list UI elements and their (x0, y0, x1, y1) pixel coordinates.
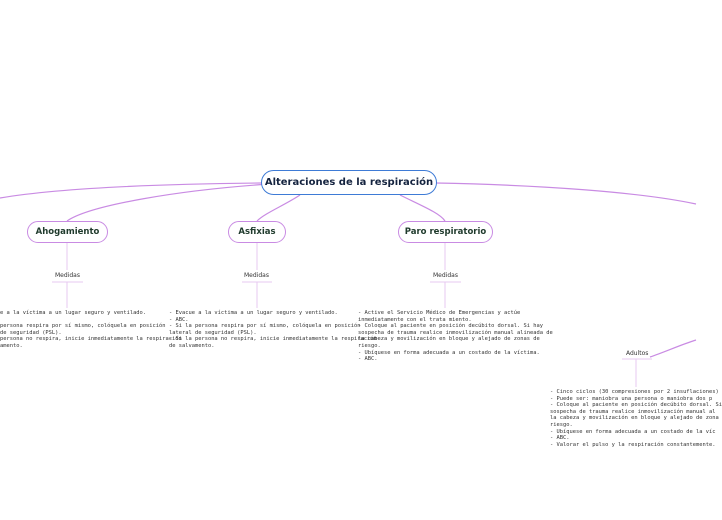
connector-root-paro (400, 195, 445, 221)
root-topic-label: Alteraciones de la respiración (264, 177, 434, 188)
subtopic-ahogamiento-medidas[interactable]: Medidas (55, 272, 80, 279)
connector-root-ahogamiento (67, 184, 270, 221)
connector-root-right-offscreen (436, 183, 696, 204)
connector-root-left-offscreen (0, 183, 262, 198)
subtopic-adultos[interactable]: Adultos (626, 350, 649, 357)
note-asfixias-medidas[interactable]: - Evacue a la víctima a un lugar seguro y ventilado. - ABC. - Si la persona respira por sí mismo, colóquela en posición lateral de seguridad (PSL). - Si la persona no respira, inicie inmediatamente la respiración de salvamento. (169, 310, 377, 349)
note-paro-medidas[interactable]: - Active el Servicio Médico de Emergencias y actúe inmediatamente con el trata miento. - Coloque al paciente en posición decúbito dorsal. Si hay sospecha de trauma realice inmovilización manual alineada de la cabeza y movilización en bloque y alejado de zonas de riesgo. - Ubíquese en forma adecuada a un costado de la víctima. - ABC. (358, 310, 553, 363)
topic-asfixias-label: Asfixias (238, 227, 276, 237)
note-ahogamiento-medidas[interactable]: e a la víctima a un lugar seguro y ventilado. persona respira por sí mismo, colóquela en posición de seguridad (PSL). persona no respira, inicie inmediatamente la respiración amento. (0, 310, 182, 349)
topic-ahogamiento-label: Ahogamiento (35, 227, 100, 237)
note-adultos[interactable]: - Cinco ciclos (30 compresiones por 2 insuflaciones) - Puede ser: maniobra una persona o maniobra dos p - Coloque al paciente en posición decúbito dorsal. Si sospecha de trauma realice inmovilización manual al la cabeza y movilización en bloque y alejado de zona riesgo. - Ubíquese en forma adecuada a un costado de la víc - ABC. - Valorar el pulso y la respiración constantemente. (550, 389, 722, 448)
subtopic-asfixias-medidas[interactable]: Medidas (244, 272, 269, 279)
connector-adultos (650, 340, 696, 357)
topic-asfixias[interactable] (228, 221, 286, 243)
root-topic[interactable] (261, 170, 437, 195)
topic-paro-respiratorio-label: Paro respiratorio (404, 227, 487, 237)
subtopic-paro-medidas[interactable]: Medidas (433, 272, 458, 279)
topic-ahogamiento[interactable] (27, 221, 108, 243)
connector-root-asfixias (257, 195, 300, 221)
topic-paro-respiratorio[interactable] (398, 221, 493, 243)
